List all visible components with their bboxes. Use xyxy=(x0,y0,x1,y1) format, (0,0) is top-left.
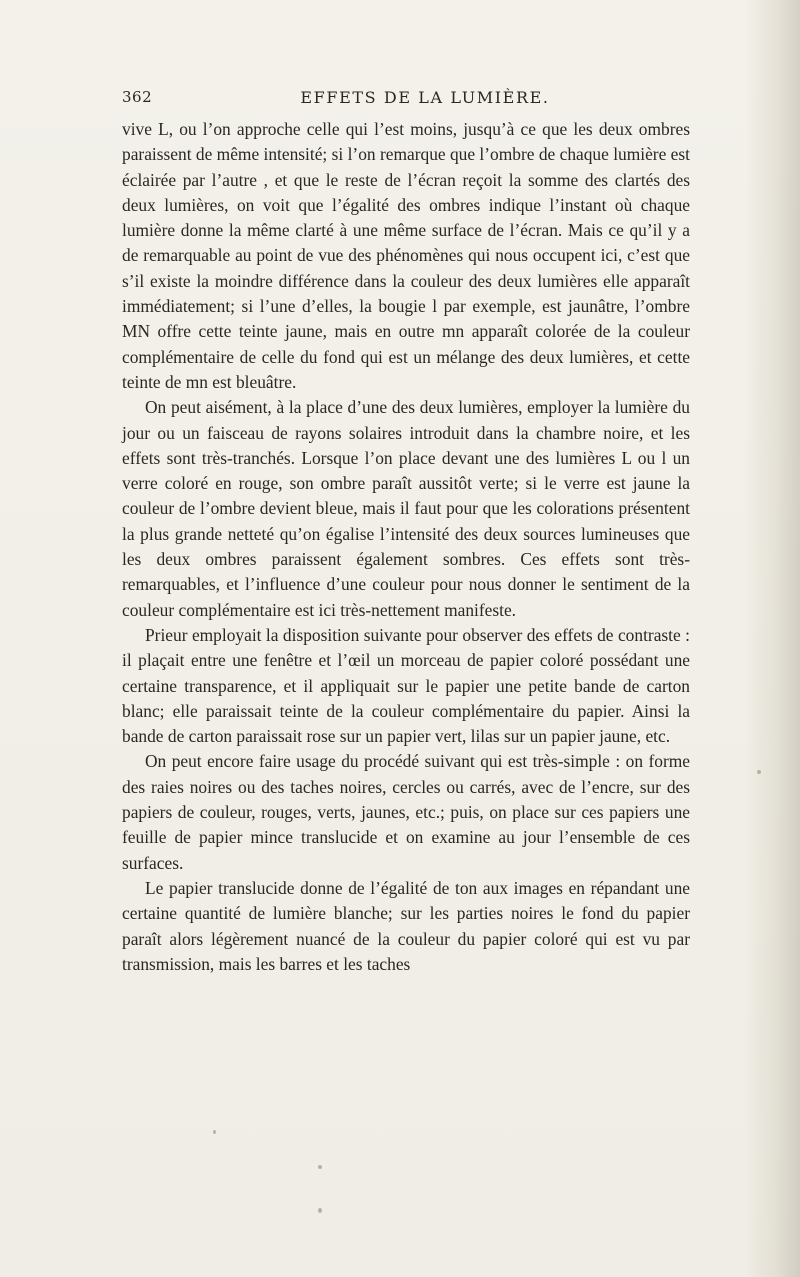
paper-speck xyxy=(757,770,761,774)
paragraph-3: Prieur employait la disposition suivante pour observer des effets de contraste : il plaçait entre une fenêtre et l’œil un morceau de papier coloré possédant une certaine transparence, et il appliquait sur le papier une petite bande de carton blanc; elle paraissait teinte de la couleur complémentaire du papier. Ainsi la bande de carton paraissait rose sur un papier vert, lilas sur un papier jaune, etc. xyxy=(122,624,690,747)
paper-speck xyxy=(213,1130,216,1134)
page-header xyxy=(0,88,800,112)
body-text xyxy=(122,117,690,977)
paragraph-1: vive L, ou l’on approche celle qui l’est moins, jusqu’à ce que les deux ombres paraissent de même intensité; si l’on remarque que l’ombre de chaque lumière est éclairée par l’autre , et que le reste de l’écran reçoit la somme des clartés des deux lumières, on voit que l’égalité des ombres indique l’instant où chaque lumière donne la même clarté à une même surface de l’écran. Mais ce qu’il y a de remarquable au point de vue des phénomènes qui nous occupent ici, c’est que s’il existe la moindre différence dans la couleur des deux lumières elle apparaît immédiatement; si l’une d’elles, la bougie l par exemple, est jaunâtre, l’ombre MN offre cette teinte jaune, mais en outre mn apparaît colorée de la couleur complémentaire de celle du fond qui est un mélange des deux lumières, et cette teinte de mn est bleuâtre. xyxy=(122,119,690,392)
paragraph-4: On peut encore faire usage du procédé suivant qui est très-simple : on forme des raies noires ou des taches noires, cercles ou carrés, avec de l’encre, sur des papiers de couleur, rouges, verts, jaunes, etc.; puis, on place sur ces papiers une feuille de papier mince translucide et on examine au jour l’ensemble de ces surfaces. xyxy=(122,751,690,873)
page-number: 362 xyxy=(122,88,153,106)
running-title: EFFETS DE LA LUMIÈRE. xyxy=(300,88,550,107)
paper-speck xyxy=(318,1165,322,1169)
paragraph-5: Le papier translucide donne de l’égalité de ton aux images en répandant une certaine quantité de lumière blanche; sur les parties noires le fond du papier paraît alors légèrement nuancé de la couleur du papier coloré qui est vu par transmission, mais les barres et les taches xyxy=(122,877,690,974)
paper-speck xyxy=(318,1208,322,1213)
paragraph-2: On peut aisément, à la place d’une des deux lumières, employer la lumière du jour ou un faisceau de rayons solaires introduit dans la chambre noire, et les effets sont très-tranchés. Lorsque l’on place devant une des lumières L ou l un verre coloré en rouge, son ombre paraît aussitôt verte; si le verre est jaune la couleur de l’ombre devient bleue, mais il faut pour que les colorations présentent la plus grande netteté qu’on égalise l’intensité des deux sources lumineuses que les deux ombres paraissent également sombres. Ces effets sont très-remarquables, et l’influence d’une couleur pour nous donner le sentiment de la couleur complémentaire est ici très-nettement manifeste. xyxy=(122,397,690,620)
